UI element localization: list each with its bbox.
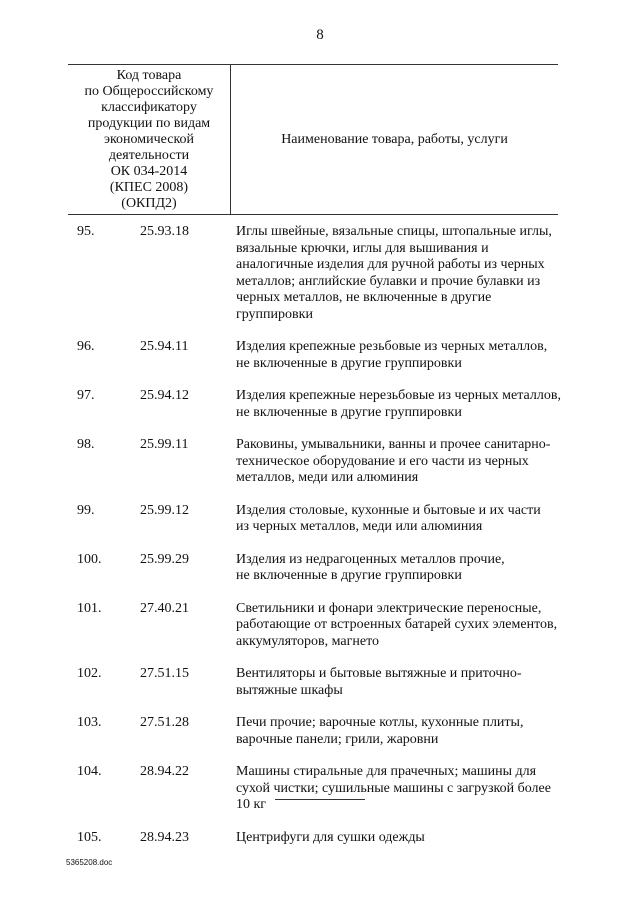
- row-number: 102.: [77, 666, 102, 681]
- row-code: 27.51.28: [140, 715, 189, 730]
- row-number: 99.: [77, 502, 95, 518]
- row-code: 25.94.11: [140, 339, 189, 354]
- table-header: [68, 64, 558, 215]
- row-name-line: вытяжные шкафы: [236, 682, 343, 698]
- page-number: 8: [316, 27, 324, 43]
- header-code-line: ОК 034-2014: [110, 163, 188, 179]
- row-name-line: из черных металлов, меди или алюминия: [236, 519, 483, 534]
- row-name: [236, 830, 576, 847]
- row-name-line: аналогичные изделия для ручной работы из черных: [236, 257, 545, 272]
- table-row: [0, 764, 640, 814]
- row-name-line: Иглы швейные, вязальные спицы, штопальные иглы,: [236, 224, 552, 239]
- row-code: 25.93.18: [140, 224, 189, 239]
- row-name-line: Изделия столовые, кухонные и бытовые и их части: [236, 502, 541, 518]
- row-name: [236, 437, 576, 487]
- table-row: [0, 339, 640, 372]
- row-name-line: не включенные в другие группировки: [236, 404, 462, 420]
- header-name-column: [231, 65, 558, 214]
- row-name-line: Изделия крепежные нерезьбовые из черных металлов,: [236, 388, 561, 403]
- row-number: 97.: [77, 388, 95, 403]
- header-code-line: классификатору: [101, 99, 197, 115]
- row-name-line: не включенные в другие группировки: [236, 355, 462, 371]
- header-code-line: (ОКПД2): [121, 195, 177, 211]
- row-name-line: не включенные в другие группировки: [236, 568, 462, 583]
- row-name: [236, 764, 576, 814]
- row-number: 105.: [77, 829, 102, 845]
- table-row: [0, 601, 640, 651]
- table-row: [0, 666, 640, 699]
- row-name-line: металлов, меди или алюминия: [236, 470, 419, 485]
- row-name-line: варочные панели; грили, жаровни: [236, 731, 439, 747]
- row-number: 96.: [77, 339, 95, 354]
- row-name-line: группировки: [236, 306, 313, 322]
- row-name-line: Печи прочие; варочные котлы, кухонные плиты,: [236, 715, 524, 730]
- row-name: [236, 503, 576, 536]
- row-name: [236, 224, 576, 323]
- row-name-line: аккумуляторов, магнето: [236, 633, 380, 649]
- row-name: [236, 388, 576, 421]
- row-name-line: 10 кг: [236, 797, 267, 812]
- row-name: [236, 715, 576, 748]
- header-code-column: [68, 65, 231, 214]
- row-code: 25.94.12: [140, 388, 189, 403]
- row-name-line: Раковины, умывальники, ванны и прочее санитарно-: [236, 437, 551, 452]
- row-name: [236, 666, 576, 699]
- row-name-line: Светильники и фонари электрические переносные,: [236, 600, 542, 616]
- row-number: 100.: [77, 551, 102, 567]
- header-name-label: Наименование товара, работы, услуги: [281, 131, 508, 147]
- row-name-line: черных металлов, не включенные в другие: [236, 290, 492, 305]
- header-code-line: экономической: [103, 131, 195, 147]
- table-row: [0, 503, 640, 536]
- table-row: [0, 552, 640, 585]
- row-name-line: Центрифуги для сушки одежды: [236, 829, 425, 845]
- row-name-line: сухой чистки; сушильные машины с загрузкой более: [236, 780, 551, 796]
- row-code: 25.99.29: [140, 551, 189, 567]
- header-code-line: по Общероссийскому: [84, 83, 214, 99]
- row-name: [236, 339, 576, 372]
- header-code-line: деятельности: [108, 147, 190, 163]
- row-number: 101.: [77, 600, 102, 616]
- row-name-line: Машины стиральные для прачечных; машины для: [236, 764, 537, 779]
- row-name: [236, 601, 576, 651]
- row-code: 25.99.12: [140, 502, 189, 518]
- row-code: 25.99.11: [140, 437, 189, 452]
- table-row: [0, 437, 640, 487]
- row-name-line: вязальные крючки, иглы для вышивания и: [236, 240, 489, 256]
- row-name-line: Изделия из недрагоценных металлов прочие,: [236, 551, 505, 567]
- table-row: [0, 388, 640, 421]
- row-code: 27.40.21: [140, 600, 189, 616]
- row-name-line: техническое оборудование и его части из черных: [236, 453, 529, 469]
- row-name: [236, 552, 576, 585]
- row-name-line: металлов; английские булавки и прочие булавки из: [236, 273, 541, 289]
- row-number: 103.: [77, 715, 102, 730]
- row-name-line: Вентиляторы и бытовые вытяжные и приточно-: [236, 666, 522, 681]
- row-code: 28.94.23: [140, 829, 189, 845]
- row-number: 104.: [77, 764, 102, 779]
- row-code: 27.51.15: [140, 666, 189, 681]
- row-number: 98.: [77, 437, 95, 452]
- table-row: [0, 224, 640, 323]
- row-code: 28.94.22: [140, 764, 189, 779]
- table-body: [0, 224, 640, 862]
- header-code-line: Код товара: [116, 67, 182, 83]
- footer-doc-name: 5365208.doc: [66, 858, 113, 867]
- header-code-line: продукции по видам: [87, 115, 211, 131]
- row-name-line: Изделия крепежные резьбовые из черных металлов,: [236, 339, 548, 354]
- end-divider: [275, 799, 365, 800]
- table-row: [0, 830, 640, 847]
- table-row: [0, 715, 640, 748]
- row-number: 95.: [77, 224, 95, 239]
- row-name-line: работающие от встроенных батарей сухих элементов,: [236, 617, 558, 632]
- header-code-line: (КПЕС 2008): [109, 179, 189, 195]
